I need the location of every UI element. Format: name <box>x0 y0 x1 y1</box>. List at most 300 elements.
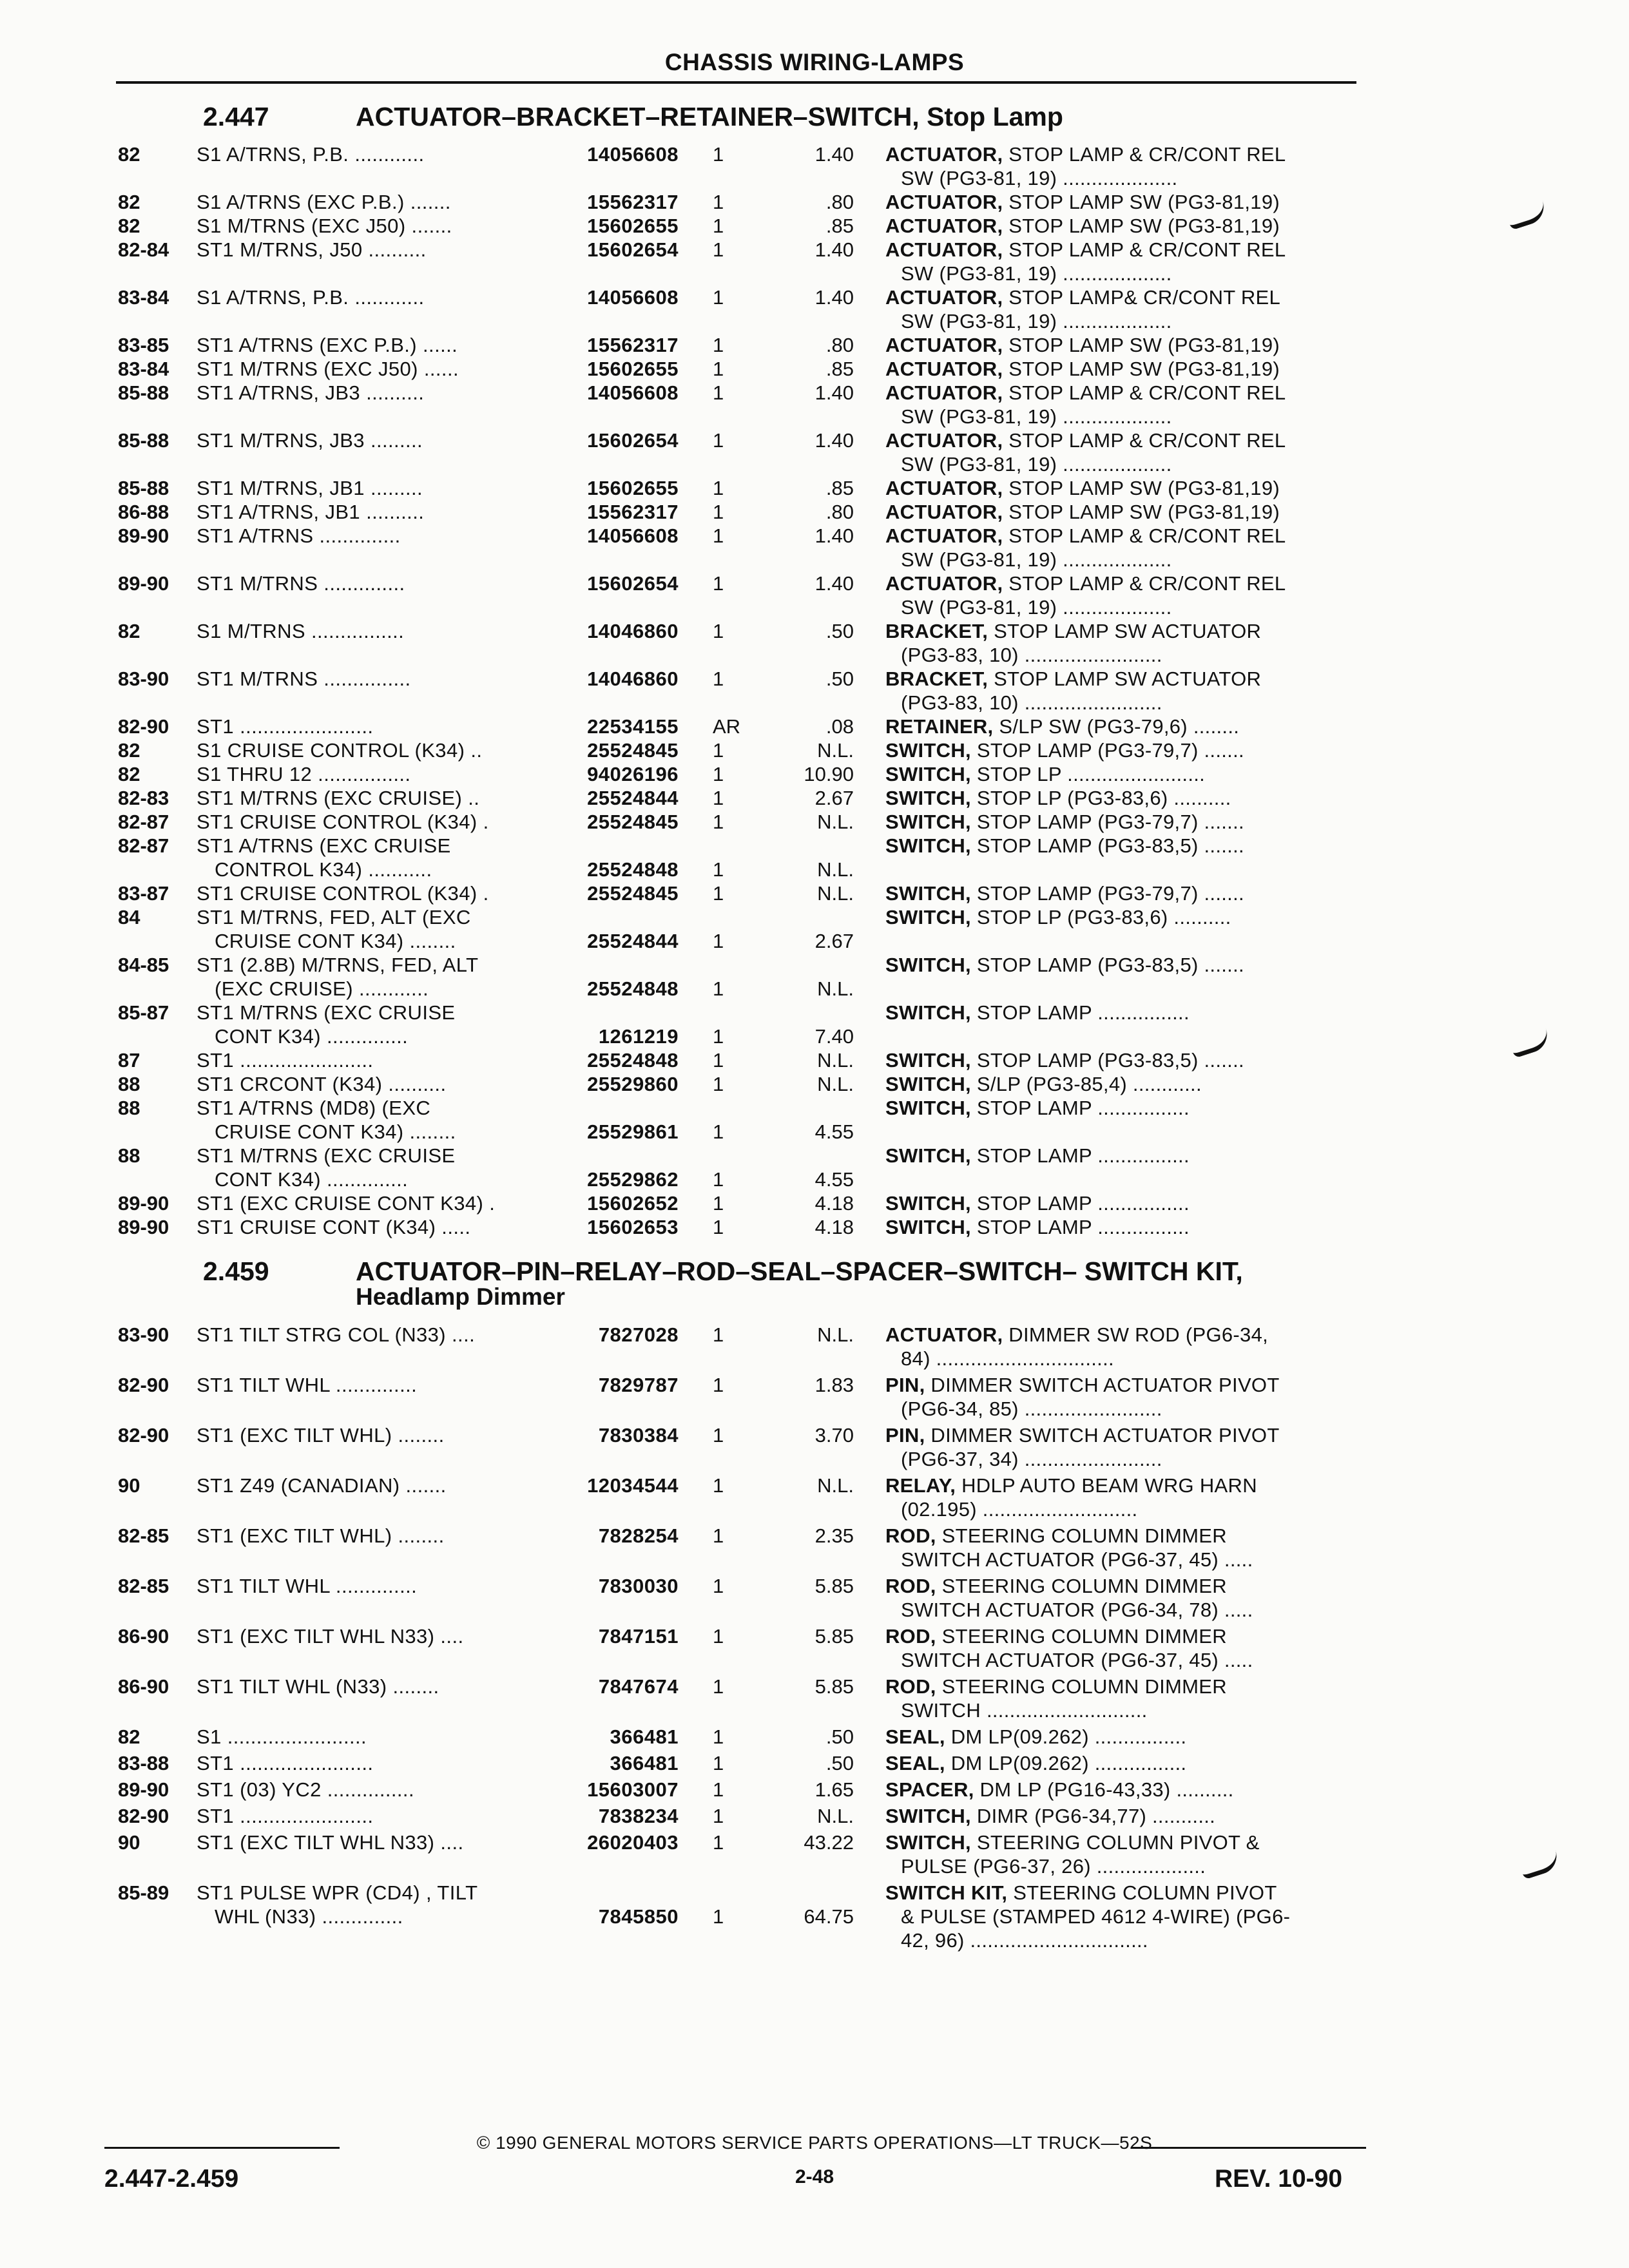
footer-copyright: © 1990 GENERAL MOTORS SERVICE PARTS OPERATIONS—LT TRUCK—52S <box>476 2133 1153 2153</box>
part-name <box>885 1373 1280 1397</box>
quantity: 1 <box>713 739 724 762</box>
list-price: N.L. <box>817 1323 854 1346</box>
row-line <box>0 428 1629 452</box>
model-years: 86-90 <box>118 1625 169 1648</box>
table-row <box>0 1725 1629 1749</box>
part-detail: SW (PG3-81, 19) ................... <box>901 405 1172 428</box>
part-number: 15602655 <box>587 477 679 499</box>
footer-revision: REV. 10-90 <box>1215 2165 1343 2193</box>
table-row <box>0 1001 1629 1048</box>
part-detail: SWITCH ACTUATOR (PG6-37, 45) ..... <box>901 1548 1253 1571</box>
part-detail: STEERING COLUMN DIMMER <box>941 1524 1227 1547</box>
part-detail: STOP LAMP SW (PG3-81,19) <box>1008 215 1280 237</box>
table-row <box>0 1191 1629 1215</box>
list-price: .85 <box>825 358 854 380</box>
table-row <box>0 1373 1629 1421</box>
row-line <box>0 834 1629 858</box>
table-row <box>0 524 1629 572</box>
row-line <box>0 381 1629 405</box>
part-number: 26020403 <box>587 1831 679 1854</box>
part-type: SWITCH, <box>885 811 971 833</box>
list-price: 4.18 <box>815 1216 854 1238</box>
row-line <box>0 500 1629 524</box>
part-detail: SW (PG3-81, 19) ................... <box>901 548 1172 571</box>
table-row <box>0 572 1629 619</box>
model-years: 82-85 <box>118 1575 169 1597</box>
application-description: ST1 A/TRNS (MD8) (EXC <box>197 1097 431 1119</box>
list-price: 1.40 <box>815 429 854 452</box>
table-row <box>0 905 1629 953</box>
quantity: 1 <box>713 787 724 809</box>
part-name <box>885 1474 1257 1497</box>
part-name <box>885 1323 1268 1347</box>
row-line <box>0 1804 1629 1828</box>
quantity: 1 <box>713 620 724 642</box>
part-number: 22534155 <box>587 715 679 738</box>
part-detail: DM LP(09.262) ................ <box>950 1725 1187 1748</box>
row-line <box>0 524 1629 548</box>
part-type: RETAINER, <box>885 715 994 738</box>
part-type: ACTUATOR, <box>885 572 1003 595</box>
row-line <box>0 1347 1629 1370</box>
table-row <box>0 1751 1629 1775</box>
list-price: 5.85 <box>815 1675 854 1698</box>
part-number: 25524844 <box>587 787 679 809</box>
list-price: 1.40 <box>815 572 854 595</box>
application-description: (EXC CRUISE) ............ <box>215 977 429 1000</box>
table-row <box>0 1524 1629 1571</box>
row-line <box>0 1675 1629 1698</box>
part-detail: SWITCH ACTUATOR (PG6-34, 78) ..... <box>901 1599 1253 1621</box>
quantity: 1 <box>713 668 724 690</box>
row-line <box>0 1024 1629 1048</box>
list-price: .50 <box>825 1752 854 1774</box>
part-number: 7847674 <box>598 1675 679 1698</box>
part-name <box>885 1831 1260 1854</box>
part-type: SWITCH, <box>885 954 971 976</box>
model-years: 86-90 <box>118 1675 169 1698</box>
row-line <box>0 1624 1629 1648</box>
row-line <box>0 309 1629 333</box>
part-number: 7829787 <box>598 1374 679 1396</box>
model-years: 85-88 <box>118 429 169 452</box>
part-name <box>885 381 1286 405</box>
quantity: 1 <box>713 811 724 833</box>
part-detail: (02.195) ........................... <box>901 1498 1138 1521</box>
part-detail: (PG3-83, 10) ........................ <box>901 691 1162 714</box>
part-name <box>885 1001 1190 1024</box>
footer-page-number: 2-48 <box>795 2166 834 2187</box>
part-detail: STOP LAMP & CR/CONT REL <box>1008 143 1286 166</box>
part-name <box>885 524 1286 548</box>
application-description: ST1 A/TRNS, JB1 .......... <box>197 501 425 523</box>
table-row <box>0 834 1629 881</box>
list-price: N.L. <box>817 1049 854 1072</box>
row-line <box>0 1598 1629 1622</box>
quantity: 1 <box>713 1049 724 1072</box>
part-number: 15602654 <box>587 238 679 261</box>
application-description: S1 A/TRNS (EXC P.B.) ....... <box>197 191 451 213</box>
model-years: 82-90 <box>118 715 169 738</box>
row-line <box>0 1548 1629 1571</box>
list-price: .08 <box>825 715 854 738</box>
application-description: ST1 M/TRNS, J50 .......... <box>197 238 427 261</box>
part-detail: SW (PG3-81, 19) ................... <box>901 453 1172 476</box>
list-price: 5.85 <box>815 1575 854 1597</box>
table-row <box>0 810 1629 834</box>
application-description: CRUISE CONT K34) ........ <box>215 930 456 952</box>
application-description: ST1 M/TRNS, JB3 ......... <box>197 429 423 452</box>
part-type: ACTUATOR, <box>885 1323 1003 1346</box>
part-detail: STOP LAMP ................ <box>976 1144 1190 1167</box>
part-detail: STEERING COLUMN DIMMER <box>941 1575 1227 1597</box>
part-detail: STOP LAMP & CR/CONT REL <box>1008 238 1286 261</box>
row-line <box>0 1778 1629 1802</box>
part-detail: STOP LAMP & CR/CONT REL <box>1008 381 1286 404</box>
list-price: .80 <box>825 334 854 356</box>
model-years: 89-90 <box>118 524 169 547</box>
application-description: CONT K34) .............. <box>215 1168 409 1191</box>
part-detail: STOP LAMP (PG3-83,5) ....... <box>976 834 1244 857</box>
part-type: BRACKET, <box>885 668 988 690</box>
part-detail: STOP LAMP (PG3-83,5) ....... <box>976 954 1244 976</box>
row-line <box>0 1191 1629 1215</box>
part-name <box>885 762 1205 786</box>
table-row <box>0 238 1629 285</box>
part-detail: 84) ............................... <box>901 1347 1114 1370</box>
row-line <box>0 1373 1629 1397</box>
part-detail: STOP LAMP (PG3-79,7) ....... <box>976 882 1244 905</box>
application-description: ST1 A/TRNS (EXC P.B.) ...... <box>197 334 458 356</box>
part-type: SEAL, <box>885 1725 945 1748</box>
model-years: 85-88 <box>118 381 169 404</box>
row-line <box>0 548 1629 572</box>
part-number: 15602652 <box>587 1192 679 1215</box>
model-years: 88 <box>118 1144 140 1167</box>
model-years: 82-90 <box>118 1805 169 1827</box>
part-type: ACTUATOR, <box>885 286 1003 309</box>
list-price: 1.65 <box>815 1778 854 1801</box>
part-type: SWITCH KIT, <box>885 1881 1008 1904</box>
application-description: ST1 CRUISE CONTROL (K34) . <box>197 882 489 905</box>
part-type: PIN, <box>885 1424 925 1446</box>
part-detail: STOP LAMP ................ <box>976 1001 1190 1024</box>
part-number: 15562317 <box>587 501 679 523</box>
section-number: 2.459 <box>203 1256 269 1286</box>
row-line <box>0 1096 1629 1120</box>
part-detail: STOP LAMP & CR/CONT REL <box>1008 572 1286 595</box>
part-type: ACTUATOR, <box>885 358 1003 380</box>
row-line <box>0 572 1629 595</box>
row-line <box>0 1144 1629 1168</box>
part-name <box>885 238 1286 262</box>
list-price: .80 <box>825 191 854 213</box>
row-line <box>0 1397 1629 1421</box>
row-line <box>0 595 1629 619</box>
table-row <box>0 1778 1629 1802</box>
application-description: ST1 ....................... <box>197 715 374 738</box>
application-description: ST1 TILT WHL .............. <box>197 1374 418 1396</box>
row-line <box>0 476 1629 500</box>
model-years: 88 <box>118 1073 140 1095</box>
part-detail: (PG3-83, 10) ........................ <box>901 644 1162 666</box>
part-number: 15602655 <box>587 358 679 380</box>
part-detail: HDLP AUTO BEAM WRG HARN <box>961 1474 1257 1497</box>
model-years: 82 <box>118 191 140 213</box>
part-detail: S/LP SW (PG3-79,6) ........ <box>999 715 1240 738</box>
section-title-text: ACTUATOR–BRACKET–RETAINER–SWITCH, Stop Lamp <box>356 102 1063 131</box>
quantity: 1 <box>713 381 724 404</box>
part-type: ACTUATOR, <box>885 501 1003 523</box>
table-row <box>0 1048 1629 1072</box>
part-detail: (PG6-37, 34) ........................ <box>901 1448 1162 1470</box>
part-number: 7830384 <box>598 1424 679 1446</box>
application-description: ST1 (EXC CRUISE CONT K34) . <box>197 1192 496 1215</box>
part-detail: STOP LAMP & CR/CONT REL <box>1008 524 1286 547</box>
quantity: 1 <box>713 1216 724 1238</box>
part-detail: STOP LAMP ................ <box>976 1216 1190 1238</box>
part-name <box>885 715 1239 738</box>
part-name <box>885 476 1280 500</box>
table-row <box>0 738 1629 762</box>
list-price: .85 <box>825 477 854 499</box>
part-type: SWITCH, <box>885 882 971 905</box>
row-line <box>0 786 1629 810</box>
part-type: ACTUATOR, <box>885 477 1003 499</box>
part-number: 1261219 <box>598 1025 679 1048</box>
footer-section-range: 2.447-2.459 <box>104 2165 239 2193</box>
table-row <box>0 786 1629 810</box>
application-description: ST1 CRUISE CONTROL (K34) . <box>197 811 489 833</box>
table-row <box>0 1072 1629 1096</box>
quantity: 1 <box>713 1168 724 1191</box>
part-name <box>885 953 1244 977</box>
table-row <box>0 1624 1629 1672</box>
part-number: 7828254 <box>598 1524 679 1547</box>
quantity: 1 <box>713 1905 724 1928</box>
application-description: ST1 PULSE WPR (CD4) , TILT <box>197 1881 478 1904</box>
table-row <box>0 1675 1629 1722</box>
part-name <box>885 1048 1244 1072</box>
model-years: 82-90 <box>118 1424 169 1446</box>
part-detail: DIMMER SWITCH ACTUATOR PIVOT <box>930 1424 1280 1446</box>
part-name <box>885 333 1280 357</box>
application-description: ST1 M/TRNS (EXC J50) ...... <box>197 358 459 380</box>
model-years: 89-90 <box>118 1216 169 1238</box>
row-line <box>0 619 1629 643</box>
table-row <box>0 500 1629 524</box>
part-detail: (PG6-34, 85) ........................ <box>901 1398 1162 1420</box>
part-type: SWITCH, <box>885 834 971 857</box>
part-detail: STOP LP (PG3-83,6) .......... <box>976 906 1231 928</box>
part-number: 366481 <box>610 1725 679 1748</box>
quantity: 1 <box>713 286 724 309</box>
part-name <box>885 1574 1227 1598</box>
application-description: ST1 ....................... <box>197 1752 374 1774</box>
row-line <box>0 142 1629 166</box>
application-description: ST1 CRUISE CONT (K34) ..... <box>197 1216 471 1238</box>
application-description: ST1 A/TRNS .............. <box>197 524 401 547</box>
row-line <box>0 1524 1629 1548</box>
list-price: N.L. <box>817 1474 854 1497</box>
model-years: 85-88 <box>118 477 169 499</box>
part-name <box>885 1804 1215 1828</box>
model-years: 88 <box>118 1097 140 1119</box>
part-number: 14046860 <box>587 668 679 690</box>
application-description: S1 ........................ <box>197 1725 367 1748</box>
row-line <box>0 953 1629 977</box>
part-type: SWITCH, <box>885 1144 971 1167</box>
part-name <box>885 1191 1190 1215</box>
quantity: 1 <box>713 1575 724 1597</box>
quantity: 1 <box>713 1120 724 1143</box>
part-type: RELAY, <box>885 1474 956 1497</box>
model-years: 89-90 <box>118 1778 169 1801</box>
row-line <box>0 1881 1629 1905</box>
list-price: 1.40 <box>815 143 854 166</box>
part-name <box>885 428 1286 452</box>
part-detail: STEERING COLUMN DIMMER <box>941 1625 1227 1648</box>
part-detail: STEERING COLUMN PIVOT <box>1013 1881 1277 1904</box>
part-type: ACTUATOR, <box>885 191 1003 213</box>
table-row <box>0 1474 1629 1521</box>
table-row <box>0 715 1629 738</box>
model-years: 83-87 <box>118 882 169 905</box>
part-type: ACTUATOR, <box>885 429 1003 452</box>
row-line <box>0 715 1629 738</box>
part-type: SPACER, <box>885 1778 974 1801</box>
row-line <box>0 858 1629 881</box>
application-description: ST1 M/TRNS, FED, ALT (EXC <box>197 906 471 928</box>
application-description: ST1 M/TRNS (EXC CRUISE <box>197 1001 456 1024</box>
table-row <box>0 1323 1629 1370</box>
table-row <box>0 333 1629 357</box>
list-price: 2.67 <box>815 930 854 952</box>
quantity: 1 <box>713 1752 724 1774</box>
application-description: ST1 (2.8B) M/TRNS, FED, ALT <box>197 954 479 976</box>
row-line <box>0 262 1629 285</box>
row-line <box>0 1831 1629 1854</box>
quantity: 1 <box>713 1374 724 1396</box>
table-row <box>0 1804 1629 1828</box>
table-row <box>0 142 1629 190</box>
row-line <box>0 405 1629 428</box>
part-number: 14056608 <box>587 143 679 166</box>
part-detail: STOP LAMP& CR/CONT REL <box>1008 286 1281 309</box>
table-row <box>0 190 1629 214</box>
application-description: S1 CRUISE CONTROL (K34) .. <box>197 739 483 762</box>
model-years: 85-89 <box>118 1881 169 1904</box>
part-type: SWITCH, <box>885 1216 971 1238</box>
model-years: 89-90 <box>118 1192 169 1215</box>
part-detail: STOP LAMP (PG3-83,5) ....... <box>976 1049 1244 1072</box>
part-detail: STOP LAMP SW (PG3-81,19) <box>1008 358 1280 380</box>
list-price: 1.83 <box>815 1374 854 1396</box>
part-detail: STOP LAMP (PG3-79,7) ....... <box>976 811 1244 833</box>
list-price: 2.35 <box>815 1524 854 1547</box>
part-type: SWITCH, <box>885 1001 971 1024</box>
part-detail: STOP LAMP & CR/CONT REL <box>1008 429 1286 452</box>
part-number: 94026196 <box>587 763 679 785</box>
table-row <box>0 476 1629 500</box>
row-line <box>0 1048 1629 1072</box>
row-line <box>0 357 1629 381</box>
table-row <box>0 285 1629 333</box>
row-line <box>0 166 1629 190</box>
row-line <box>0 762 1629 786</box>
row-line <box>0 452 1629 476</box>
part-type: PIN, <box>885 1374 925 1396</box>
application-description: ST1 TILT WHL (N33) ........ <box>197 1675 439 1698</box>
row-line <box>0 214 1629 238</box>
list-price: .50 <box>825 668 854 690</box>
table-row <box>0 1574 1629 1622</box>
model-years: 82 <box>118 215 140 237</box>
quantity: 1 <box>713 1025 724 1048</box>
part-name <box>885 905 1231 929</box>
list-price: 3.70 <box>815 1424 854 1446</box>
part-type: SWITCH, <box>885 1073 971 1095</box>
row-line <box>0 1497 1629 1521</box>
part-type: ACTUATOR, <box>885 524 1003 547</box>
part-detail: STOP LAMP SW (PG3-81,19) <box>1008 501 1280 523</box>
row-line <box>0 1423 1629 1447</box>
model-years: 83-90 <box>118 668 169 690</box>
part-name <box>885 1725 1186 1749</box>
part-type: SEAL, <box>885 1752 945 1774</box>
row-line <box>0 905 1629 929</box>
part-number: 14046860 <box>587 620 679 642</box>
part-name <box>885 214 1280 238</box>
part-number: 15602654 <box>587 572 679 595</box>
part-type: SWITCH, <box>885 1831 971 1854</box>
row-line <box>0 285 1629 309</box>
model-years: 89-90 <box>118 572 169 595</box>
header-rule <box>116 81 1356 84</box>
part-name <box>885 738 1244 762</box>
quantity: 1 <box>713 572 724 595</box>
application-description: ST1 (03) YC2 ............... <box>197 1778 414 1801</box>
application-description: ST1 M/TRNS, JB1 ......... <box>197 477 423 499</box>
table-row <box>0 953 1629 1001</box>
row-line <box>0 1905 1629 1928</box>
quantity: 1 <box>713 501 724 523</box>
row-line <box>0 333 1629 357</box>
application-description: ST1 A/TRNS, JB3 .......... <box>197 381 425 404</box>
quantity: 1 <box>713 1778 724 1801</box>
part-type: ROD, <box>885 1675 936 1698</box>
part-number: 25524848 <box>587 1049 679 1072</box>
application-description: CONTROL K34) ........... <box>215 858 432 881</box>
part-number: 25529861 <box>587 1120 679 1143</box>
part-number: 15562317 <box>587 191 679 213</box>
section-subtitle: Headlamp Dimmer <box>356 1283 565 1310</box>
application-description: ST1 M/TRNS (EXC CRUISE <box>197 1144 456 1167</box>
row-line <box>0 1168 1629 1191</box>
part-name <box>885 285 1280 309</box>
table-row <box>0 357 1629 381</box>
part-type: ROD, <box>885 1575 936 1597</box>
part-detail: STOP LAMP SW (PG3-81,19) <box>1008 477 1280 499</box>
application-description: S1 M/TRNS (EXC J50) ....... <box>197 215 452 237</box>
row-line <box>0 977 1629 1001</box>
model-years: 84 <box>118 906 140 928</box>
quantity: 1 <box>713 1625 724 1648</box>
part-detail: DM LP(09.262) ................ <box>950 1752 1187 1774</box>
application-description: ST1 CRCONT (K34) .......... <box>197 1073 447 1095</box>
quantity: 1 <box>713 429 724 452</box>
list-price: N.L. <box>817 811 854 833</box>
